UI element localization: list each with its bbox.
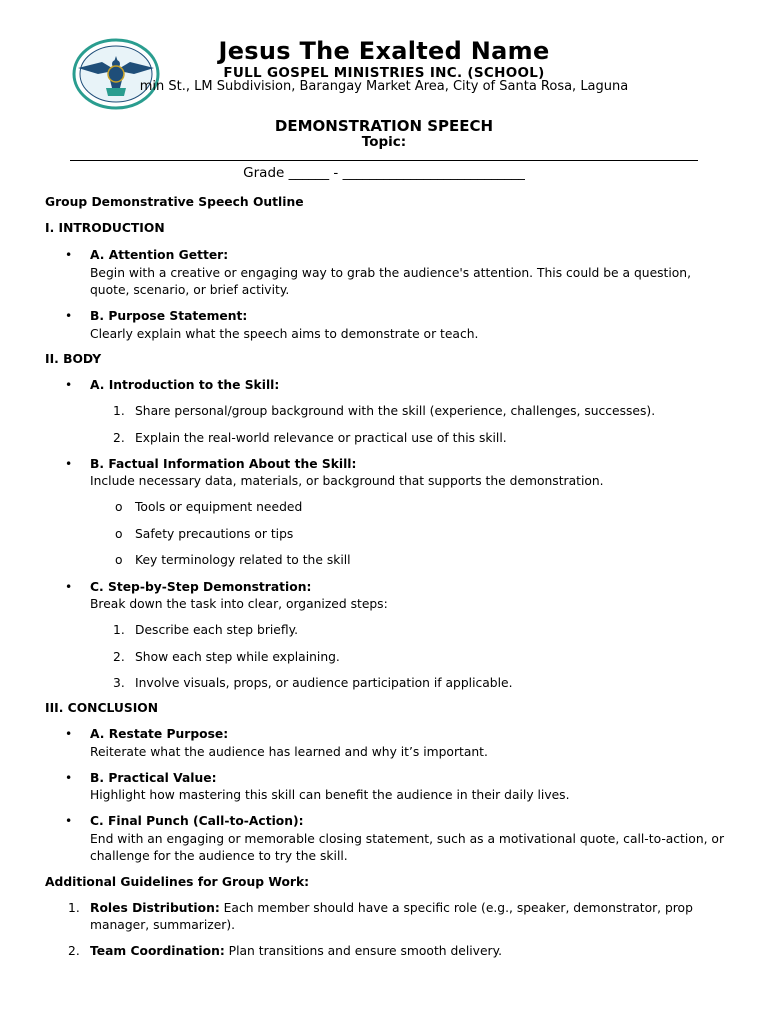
factual-info-label: B. Factual Information About the Skill: xyxy=(90,457,357,471)
attention-getter-text-cont: quote, scenario, or brief activity. xyxy=(90,283,290,297)
final-punch-label: C. Final Punch (Call-to-Action): xyxy=(90,814,304,828)
guideline-roles xyxy=(90,901,693,915)
list-number: 1. xyxy=(68,901,80,915)
guideline-label: Roles Distribution: xyxy=(90,901,220,915)
school-name: Jesus The Exalted Name xyxy=(218,37,550,65)
step-demo-text: Break down the task into clear, organized steps: xyxy=(90,597,388,611)
list-number: 2. xyxy=(68,944,80,958)
list-number: 1. xyxy=(113,623,125,637)
guideline-label: Team Coordination: xyxy=(90,944,225,958)
attention-getter-text: Begin with a creative or engaging way to grab the audience's attention. This could be a question, xyxy=(90,266,692,280)
list-number: 3. xyxy=(113,676,125,690)
guideline-text: Plan transitions and ensure smooth delivery. xyxy=(224,944,502,958)
circle-marker: o xyxy=(115,527,123,541)
practical-value-label: B. Practical Value: xyxy=(90,771,217,785)
list-number: 2. xyxy=(113,650,125,664)
list-number: 2. xyxy=(113,431,125,445)
school-address: min St., LM Subdivision, Barangay Market Area, City of Santa Rosa, Laguna xyxy=(139,79,629,94)
guideline-text: Each member should have a specific role (e.g., speaker, demonstrator, prop xyxy=(219,901,693,915)
bullet-marker: • xyxy=(65,727,73,741)
list-item: Describe each step briefly. xyxy=(135,623,299,637)
factual-info-text: Include necessary data, materials, or background that supports the demonstration. xyxy=(90,474,604,488)
step-demo-label: C. Step-by-Step Demonstration: xyxy=(90,580,312,594)
final-punch-text: End with an engaging or memorable closing statement, such as a motivational quote, call-to-action, or xyxy=(90,832,725,846)
final-punch-text-cont: challenge for the audience to try the skill. xyxy=(90,849,348,863)
bullet-marker: • xyxy=(65,457,73,471)
section-heading-body: II. BODY xyxy=(45,352,102,366)
restate-purpose-text: Reiterate what the audience has learned and why it’s important. xyxy=(90,745,488,759)
attention-getter-label: A. Attention Getter: xyxy=(90,248,229,262)
bullet-marker: • xyxy=(65,814,73,828)
circle-marker: o xyxy=(115,500,123,514)
bullet-marker: • xyxy=(65,309,73,323)
outline-title: Group Demonstrative Speech Outline xyxy=(45,195,304,209)
list-item: Key terminology related to the skill xyxy=(135,553,351,567)
list-item: Tools or equipment needed xyxy=(135,500,303,514)
list-item: Explain the real-world relevance or practical use of this skill. xyxy=(135,431,507,445)
guideline-coordination xyxy=(90,944,502,958)
document-title: DEMONSTRATION SPEECH xyxy=(274,117,494,135)
ministry-name: FULL GOSPEL MINISTRIES INC. (SCHOOL) xyxy=(223,65,545,81)
list-item: Involve visuals, props, or audience participation if applicable. xyxy=(135,676,513,690)
bullet-marker: • xyxy=(65,771,73,785)
practical-value-text: Highlight how mastering this skill can benefit the audience in their daily lives. xyxy=(90,788,570,802)
bullet-marker: • xyxy=(65,580,73,594)
section-heading-introduction: I. INTRODUCTION xyxy=(45,221,165,235)
skill-intro-label: A. Introduction to the Skill: xyxy=(90,378,280,392)
guidelines-heading: Additional Guidelines for Group Work: xyxy=(45,875,310,889)
bullet-marker: • xyxy=(65,248,73,262)
topic-label: Topic: xyxy=(361,134,407,150)
topic-blank-line xyxy=(70,160,698,161)
guideline-roles-cont: manager, summarizer). xyxy=(90,918,236,932)
bullet-marker: • xyxy=(65,378,73,392)
circle-marker: o xyxy=(115,553,123,567)
document-header xyxy=(0,36,768,106)
list-item: Share personal/group background with the skill (experience, challenges, successes). xyxy=(135,404,656,418)
list-item: Show each step while explaining. xyxy=(135,650,340,664)
restate-purpose-label: A. Restate Purpose: xyxy=(90,727,229,741)
section-heading-conclusion: III. CONCLUSION xyxy=(45,701,159,715)
purpose-statement-text: Clearly explain what the speech aims to demonstrate or teach. xyxy=(90,327,479,341)
purpose-statement-label: B. Purpose Statement: xyxy=(90,309,248,323)
list-number: 1. xyxy=(113,404,125,418)
grade-line: Grade ______ - ___________________________ xyxy=(243,165,525,181)
list-item: Safety precautions or tips xyxy=(135,527,294,541)
